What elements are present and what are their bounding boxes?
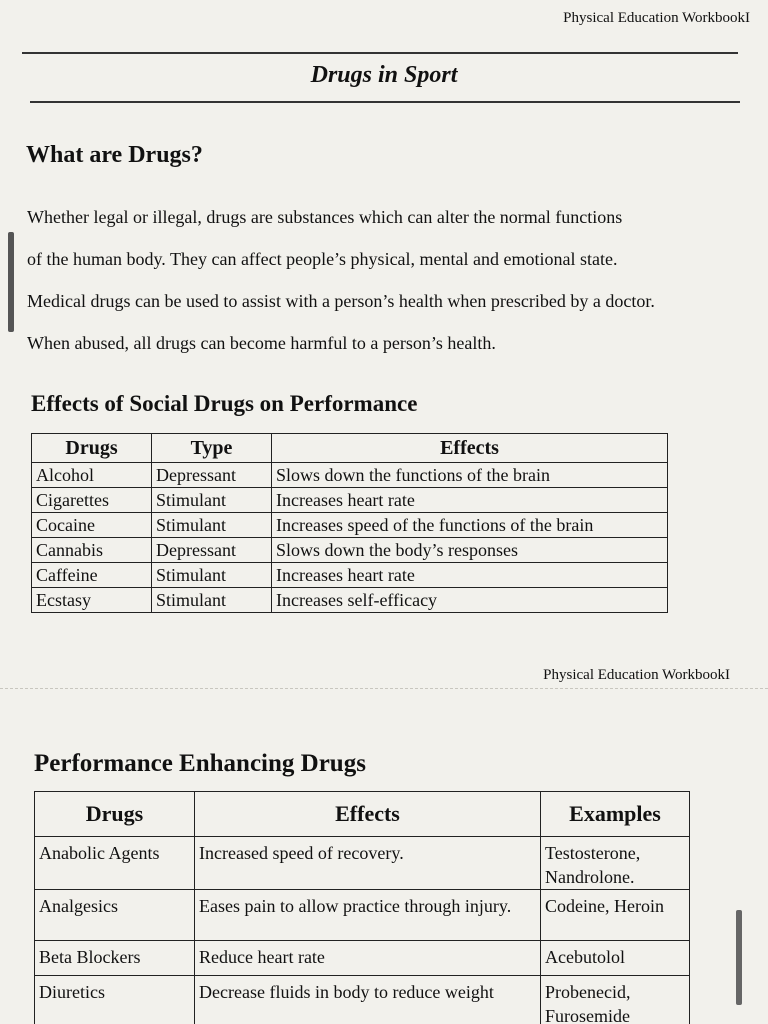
table-row	[32, 488, 668, 513]
column-header: Type	[152, 434, 272, 463]
paragraph-line: Medical drugs can be used to assist with a person’s health when prescribed by a doctor.	[27, 291, 655, 311]
table-cell: Increases self-efficacy	[272, 588, 668, 613]
table-cell: Slows down the body’s responses	[272, 538, 668, 563]
title-rule-bottom	[30, 101, 740, 103]
table-cell: Anabolic Agents	[35, 837, 195, 890]
table-cell: Cigarettes	[32, 488, 152, 513]
table-row	[35, 890, 690, 941]
table-cell: Depressant	[152, 463, 272, 488]
section-heading-what-are-drugs: What are Drugs?	[26, 142, 203, 168]
column-header: Drugs	[35, 792, 195, 837]
intro-paragraph	[27, 203, 739, 371]
table-row	[32, 538, 668, 563]
table-cell: Slows down the functions of the brain	[272, 463, 668, 488]
table-cell: Acebutolol	[541, 941, 690, 976]
margin-mark	[8, 232, 14, 332]
table-cell: Beta Blockers	[35, 941, 195, 976]
paragraph-line: Whether legal or illegal, drugs are substances which can alter the normal functions	[27, 207, 623, 227]
page-divider	[0, 688, 768, 689]
table-cell: Depressant	[152, 538, 272, 563]
paragraph-line: When abused, all drugs can become harmful to a person’s health.	[27, 333, 496, 353]
table-row	[35, 941, 690, 976]
table-cell: Stimulant	[152, 488, 272, 513]
table-cell: Stimulant	[152, 513, 272, 538]
table-cell: Cannabis	[32, 538, 152, 563]
section-heading-social-drugs: Effects of Social Drugs on Performance	[31, 391, 418, 416]
table-cell: Increases heart rate	[272, 563, 668, 588]
running-header-page2: Physical Education WorkbookI	[543, 667, 730, 683]
table-cell: Cocaine	[32, 513, 152, 538]
table-row	[35, 976, 690, 1024]
table-cell: Codeine, Heroin	[541, 890, 690, 941]
column-header: Drugs	[32, 434, 152, 463]
page-title: Drugs in Sport	[310, 62, 458, 88]
table-cell: Stimulant	[152, 588, 272, 613]
table-cell: Caffeine	[32, 563, 152, 588]
table-row	[32, 563, 668, 588]
table-cell: Increases heart rate	[272, 488, 668, 513]
table-cell: Probenecid, Furosemide	[541, 976, 690, 1024]
table-row	[32, 513, 668, 538]
table-cell: Stimulant	[152, 563, 272, 588]
column-header: Effects	[272, 434, 668, 463]
table-header-row	[32, 434, 668, 463]
table-cell: Reduce heart rate	[195, 941, 541, 976]
table-cell: Increased speed of recovery.	[195, 837, 541, 890]
column-header: Examples	[541, 792, 690, 837]
table-header-row	[35, 792, 690, 837]
table-cell: Diuretics	[35, 976, 195, 1024]
section-heading-ped: Performance Enhancing Drugs	[34, 750, 366, 777]
table-cell: Analgesics	[35, 890, 195, 941]
column-header: Effects	[195, 792, 541, 837]
table-cell: Decrease fluids in body to reduce weight	[195, 976, 541, 1024]
title-rule-top	[22, 52, 738, 54]
paragraph-line: of the human body. They can affect people’s physical, mental and emotional state.	[27, 249, 618, 269]
table-cell: Alcohol	[32, 463, 152, 488]
table-cell: Increases speed of the functions of the brain	[272, 513, 668, 538]
table-row	[35, 837, 690, 890]
table-cell: Eases pain to allow practice through injury.	[195, 890, 541, 941]
table-cell: Ecstasy	[32, 588, 152, 613]
page-edge-mark	[736, 910, 742, 1005]
social-drugs-table	[31, 433, 668, 613]
table-cell: Testosterone, Nandrolone.	[541, 837, 690, 890]
table-row	[32, 588, 668, 613]
running-header: Physical Education WorkbookI	[563, 10, 750, 26]
table-row	[32, 463, 668, 488]
ped-table	[34, 791, 690, 1024]
